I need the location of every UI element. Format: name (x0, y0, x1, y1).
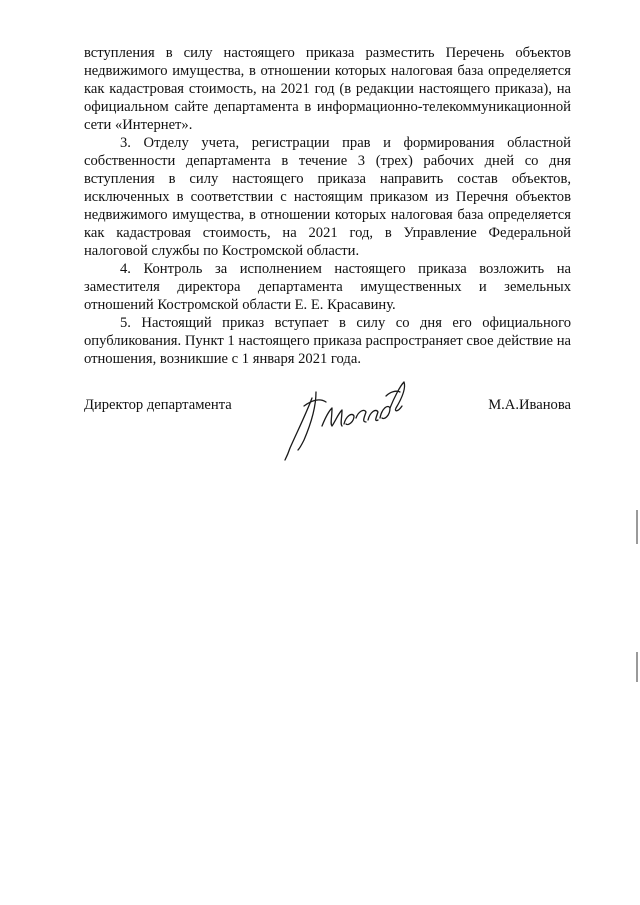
paragraph-item-3: 3. Отделу учета, регистрации прав и формирования областной собственности департамента в течение 3 (трех) рабочих дней со дня вступления в силу настоящего приказа направить состав объектов, исключенных в соответствии с настоящим приказом из Перечня объектов недвижимого имущества, в отношении которых налоговая база определяется как кадастровая стоимость, на 2021 год, в Управление Федеральной налоговой службы по Костромской области. (84, 135, 571, 259)
handwritten-signature (282, 378, 422, 464)
paragraph-item-5: 5. Настоящий приказ вступает в силу со дня его официального опубликования. Пункт 1 настоящего приказа распространяет свое действие на отношения, возникшие с 1 января 2021 года. (84, 315, 571, 367)
paragraph-continuation: вступления в силу настоящего приказа разместить Перечень объектов недвижимого имущества, в отношении которых налоговая база определяется как кадастровая стоимость, на 2021 год (в редакции настоящего приказа), на официальном сайте департамента в информационно-телекоммуникационной сети «Интернет». (84, 45, 571, 133)
signer-name: М.А.Иванова (488, 397, 571, 413)
paragraph-item-4: 4. Контроль за исполнением настоящего приказа возложить на заместителя директора департамента имущественных и земельных отношений Костромской области Е. Е. Красавину. (84, 261, 571, 313)
scan-margin-mark (636, 510, 638, 544)
scan-margin-mark (636, 652, 638, 682)
document-body (84, 44, 571, 368)
signer-position: Директор департамента (84, 397, 232, 413)
